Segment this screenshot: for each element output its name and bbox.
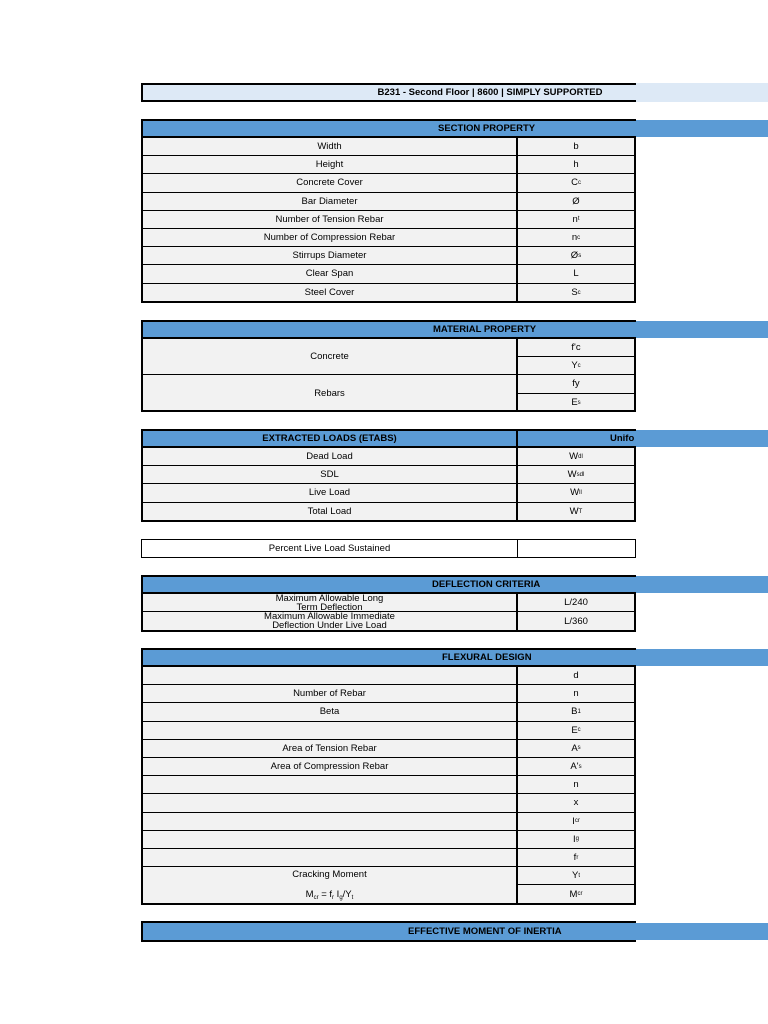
flexural-symbol	[518, 776, 634, 793]
percent-live-load-label: Percent Live Load Sustained	[142, 540, 518, 557]
symbol-text: Ø	[570, 250, 579, 262]
uniform-label: Unifo	[610, 433, 635, 444]
section-property-header-extension	[636, 120, 768, 137]
clipped-text-remnant: — —— — ——	[296, 792, 365, 798]
flexural-label: Number of Rebar	[143, 685, 518, 702]
deflection-criteria-table	[141, 594, 636, 632]
section-property-symbol	[518, 247, 634, 264]
deflection-value: L/240	[564, 597, 588, 608]
symbol-text: n	[572, 213, 578, 225]
symbol-text: x	[573, 797, 579, 809]
flexural-symbol	[518, 740, 634, 757]
formula-part: t	[351, 894, 354, 901]
extracted-loads-table	[141, 448, 636, 522]
symbol-subscript: dl	[578, 453, 583, 460]
symbol-subscript: c	[577, 234, 581, 241]
section-property-row	[143, 247, 634, 265]
clipped-text-remnant: — —— — ——	[296, 810, 365, 816]
symbol-subscript: t	[578, 872, 580, 879]
flexural-label: Area of Tension Rebar	[143, 740, 518, 757]
section-property-symbol	[518, 138, 634, 155]
formula-part: = f	[318, 888, 333, 900]
section-property-symbol	[518, 174, 634, 191]
flexural-row	[143, 685, 634, 703]
section-property-row	[143, 229, 634, 247]
flexural-symbol	[518, 813, 634, 830]
symbol-text: W	[567, 469, 577, 481]
symbol-subscript: ll	[579, 489, 582, 496]
material-symbol	[518, 339, 634, 357]
symbol-subscript: s	[577, 399, 581, 406]
symbol-subscript: s	[578, 763, 582, 770]
flexural-symbol	[518, 667, 634, 684]
formula-part: I	[334, 888, 340, 900]
page-title: B231 - Second Floor | 8600 | SIMPLY SUPPORTED	[377, 87, 603, 98]
flexural-symbol	[518, 794, 634, 811]
flexural-row	[143, 849, 634, 867]
symbol-text: d	[573, 670, 579, 682]
clipped-text-remnant: — —— — ——	[296, 828, 365, 834]
load-symbol	[518, 484, 634, 501]
formula-part: cr	[313, 894, 319, 901]
flexural-design-header-extension	[636, 649, 768, 666]
deflection-label-line2: Deflection Under Live Load	[272, 620, 387, 630]
cracking-moment-cell	[143, 867, 518, 903]
clipped-text-remnant: — —— — ——	[296, 719, 365, 725]
symbol-text: b	[573, 141, 579, 153]
section-property-symbol	[518, 265, 634, 282]
flexural-row	[143, 667, 634, 685]
section-property-header: SECTION PROPERTY	[141, 119, 636, 138]
symbol-text: Ø	[572, 195, 580, 207]
load-symbol	[518, 503, 634, 521]
material-group-label: Concrete	[143, 339, 518, 375]
percent-live-load-value	[518, 540, 635, 557]
material-property-table	[141, 339, 636, 412]
flexural-symbol	[518, 722, 634, 739]
cracking-moment-formula	[306, 889, 354, 901]
deflection-label-line2: Term Deflection	[296, 601, 363, 611]
section-property-symbol	[518, 284, 634, 302]
symbol-text: E	[571, 397, 578, 409]
symbol-text: B	[571, 706, 578, 718]
extracted-loads-header: EXTRACTED LOADS (ETABS)	[141, 429, 636, 448]
deflection-criteria-header-extension	[636, 576, 768, 593]
symbol-subscript: 1	[577, 708, 581, 715]
symbol-text: fy	[572, 378, 580, 390]
deflection-row	[143, 612, 634, 630]
section-property-row	[143, 174, 634, 192]
symbol-subscript: T	[578, 508, 583, 515]
load-symbol	[518, 466, 634, 483]
extracted-loads-header-extension	[610, 430, 768, 447]
flexural-label: Beta	[143, 703, 518, 720]
load-row	[143, 484, 634, 502]
formula-part: g	[339, 894, 343, 901]
section-property-label: Steel Cover	[143, 284, 518, 302]
material-symbol	[518, 375, 634, 393]
clipped-text-remnant: — —— — ——	[296, 774, 365, 780]
section-property-label: Number of Tension Rebar	[143, 211, 518, 228]
deflection-label	[143, 594, 518, 611]
symbol-subscript: c	[577, 362, 581, 369]
symbol-subscript: c	[577, 727, 581, 734]
symbol-text: E	[571, 724, 578, 736]
symbol-subscript: c	[577, 289, 581, 296]
material-property-header: MATERIAL PROPERTY	[141, 320, 636, 339]
symbol-text: W	[569, 451, 579, 463]
material-symbol	[518, 357, 634, 375]
section-property-label: Height	[143, 156, 518, 173]
section-property-symbol	[518, 193, 634, 210]
material-symbol	[518, 394, 634, 412]
symbol-text: I	[573, 833, 576, 845]
section-property-label: Bar Diameter	[143, 193, 518, 210]
symbol-subscript: s	[577, 745, 581, 752]
section-property-symbol	[518, 211, 634, 228]
effective-moment-header: EFFECTIVE MOMENT OF INERTIA	[141, 921, 636, 942]
symbol-subscript: g	[575, 836, 579, 843]
load-label: SDL	[143, 466, 518, 483]
formula-part: /Y	[342, 888, 352, 900]
deflection-row	[143, 594, 634, 612]
symbol-subscript: t	[577, 216, 580, 223]
symbol-subscript: cr	[574, 818, 580, 825]
section-property-table	[141, 138, 636, 303]
flexural-design-table	[141, 667, 636, 905]
symbol-subscript: sdl	[576, 471, 585, 478]
deflection-criteria-header: DEFLECTION CRITERIA	[141, 575, 636, 594]
cracking-symbol	[518, 867, 634, 885]
symbol-subscript: r	[576, 854, 579, 861]
material-property-header-extension	[636, 321, 768, 338]
symbol-text: I	[572, 815, 575, 827]
symbol-text: f	[573, 852, 577, 864]
clipped-text-remnant: — —— — ——	[296, 847, 365, 852]
section-property-row	[143, 265, 634, 283]
deflection-label-line1: Maximum Allowable Long	[275, 594, 384, 604]
cracking-symbol	[518, 885, 634, 903]
symbol-subscript: cr	[577, 891, 583, 898]
section-property-label: Clear Span	[143, 265, 518, 282]
clipped-text-remnant: — —— — ——	[296, 665, 365, 670]
flexural-symbol	[518, 849, 634, 866]
section-property-label: Width	[143, 138, 518, 155]
flexural-symbol	[518, 758, 634, 775]
effective-moment-header-extension	[636, 923, 768, 940]
symbol-text: A	[571, 742, 578, 754]
symbol-text: M	[569, 888, 578, 900]
load-row	[143, 448, 634, 466]
symbol-text: f'c	[571, 342, 581, 354]
section-property-symbol	[518, 156, 634, 173]
section-property-row	[143, 138, 634, 156]
symbol-text: A'	[570, 761, 579, 773]
load-label: Total Load	[143, 503, 518, 521]
percent-live-load-row	[141, 539, 636, 558]
material-group-label: Rebars	[143, 375, 518, 411]
flexural-symbol	[518, 685, 634, 702]
load-label: Live Load	[143, 484, 518, 501]
section-property-symbol	[518, 229, 634, 246]
deflection-value: L/360	[564, 615, 588, 627]
section-property-row	[143, 284, 634, 302]
flexural-row	[143, 740, 634, 758]
section-property-row	[143, 193, 634, 211]
flexural-label: Area of Compression Rebar	[143, 758, 518, 775]
load-row	[143, 466, 634, 484]
flexural-symbol	[518, 703, 634, 720]
formula-part: M	[305, 888, 314, 900]
symbol-text: Y	[571, 360, 578, 372]
flexural-symbol	[518, 831, 634, 848]
section-property-row	[143, 156, 634, 174]
symbol-text: h	[573, 159, 579, 171]
symbol-text: S	[571, 287, 578, 299]
section-property-label: Concrete Cover	[143, 174, 518, 191]
deflection-label	[143, 612, 518, 630]
load-label: Dead Load	[143, 448, 518, 465]
load-symbol	[518, 448, 634, 465]
flexural-design-header: FLEXURAL DESIGN	[141, 648, 636, 667]
symbol-text: C	[571, 177, 578, 189]
symbol-subscript: c	[577, 179, 581, 186]
symbol-text: W	[570, 487, 580, 499]
deflection-label-line1: Maximum Allowable Immediate	[264, 612, 395, 622]
section-property-label: Number of Compression Rebar	[143, 229, 518, 246]
section-property-label: Stirrups Diameter	[143, 247, 518, 264]
cracking-moment-label: Cracking Moment	[292, 869, 367, 881]
symbol-text: W	[569, 506, 579, 518]
symbol-text: L	[573, 268, 579, 280]
symbol-subscript: s	[578, 252, 582, 259]
symbol-text: n	[573, 779, 579, 791]
formula-part: r	[332, 894, 335, 901]
section-property-row	[143, 211, 634, 229]
symbol-text: n	[571, 232, 578, 244]
symbol-text: n	[573, 688, 579, 700]
symbol-text: Y	[571, 870, 579, 882]
flexural-row	[143, 719, 634, 740]
load-row	[143, 503, 634, 521]
